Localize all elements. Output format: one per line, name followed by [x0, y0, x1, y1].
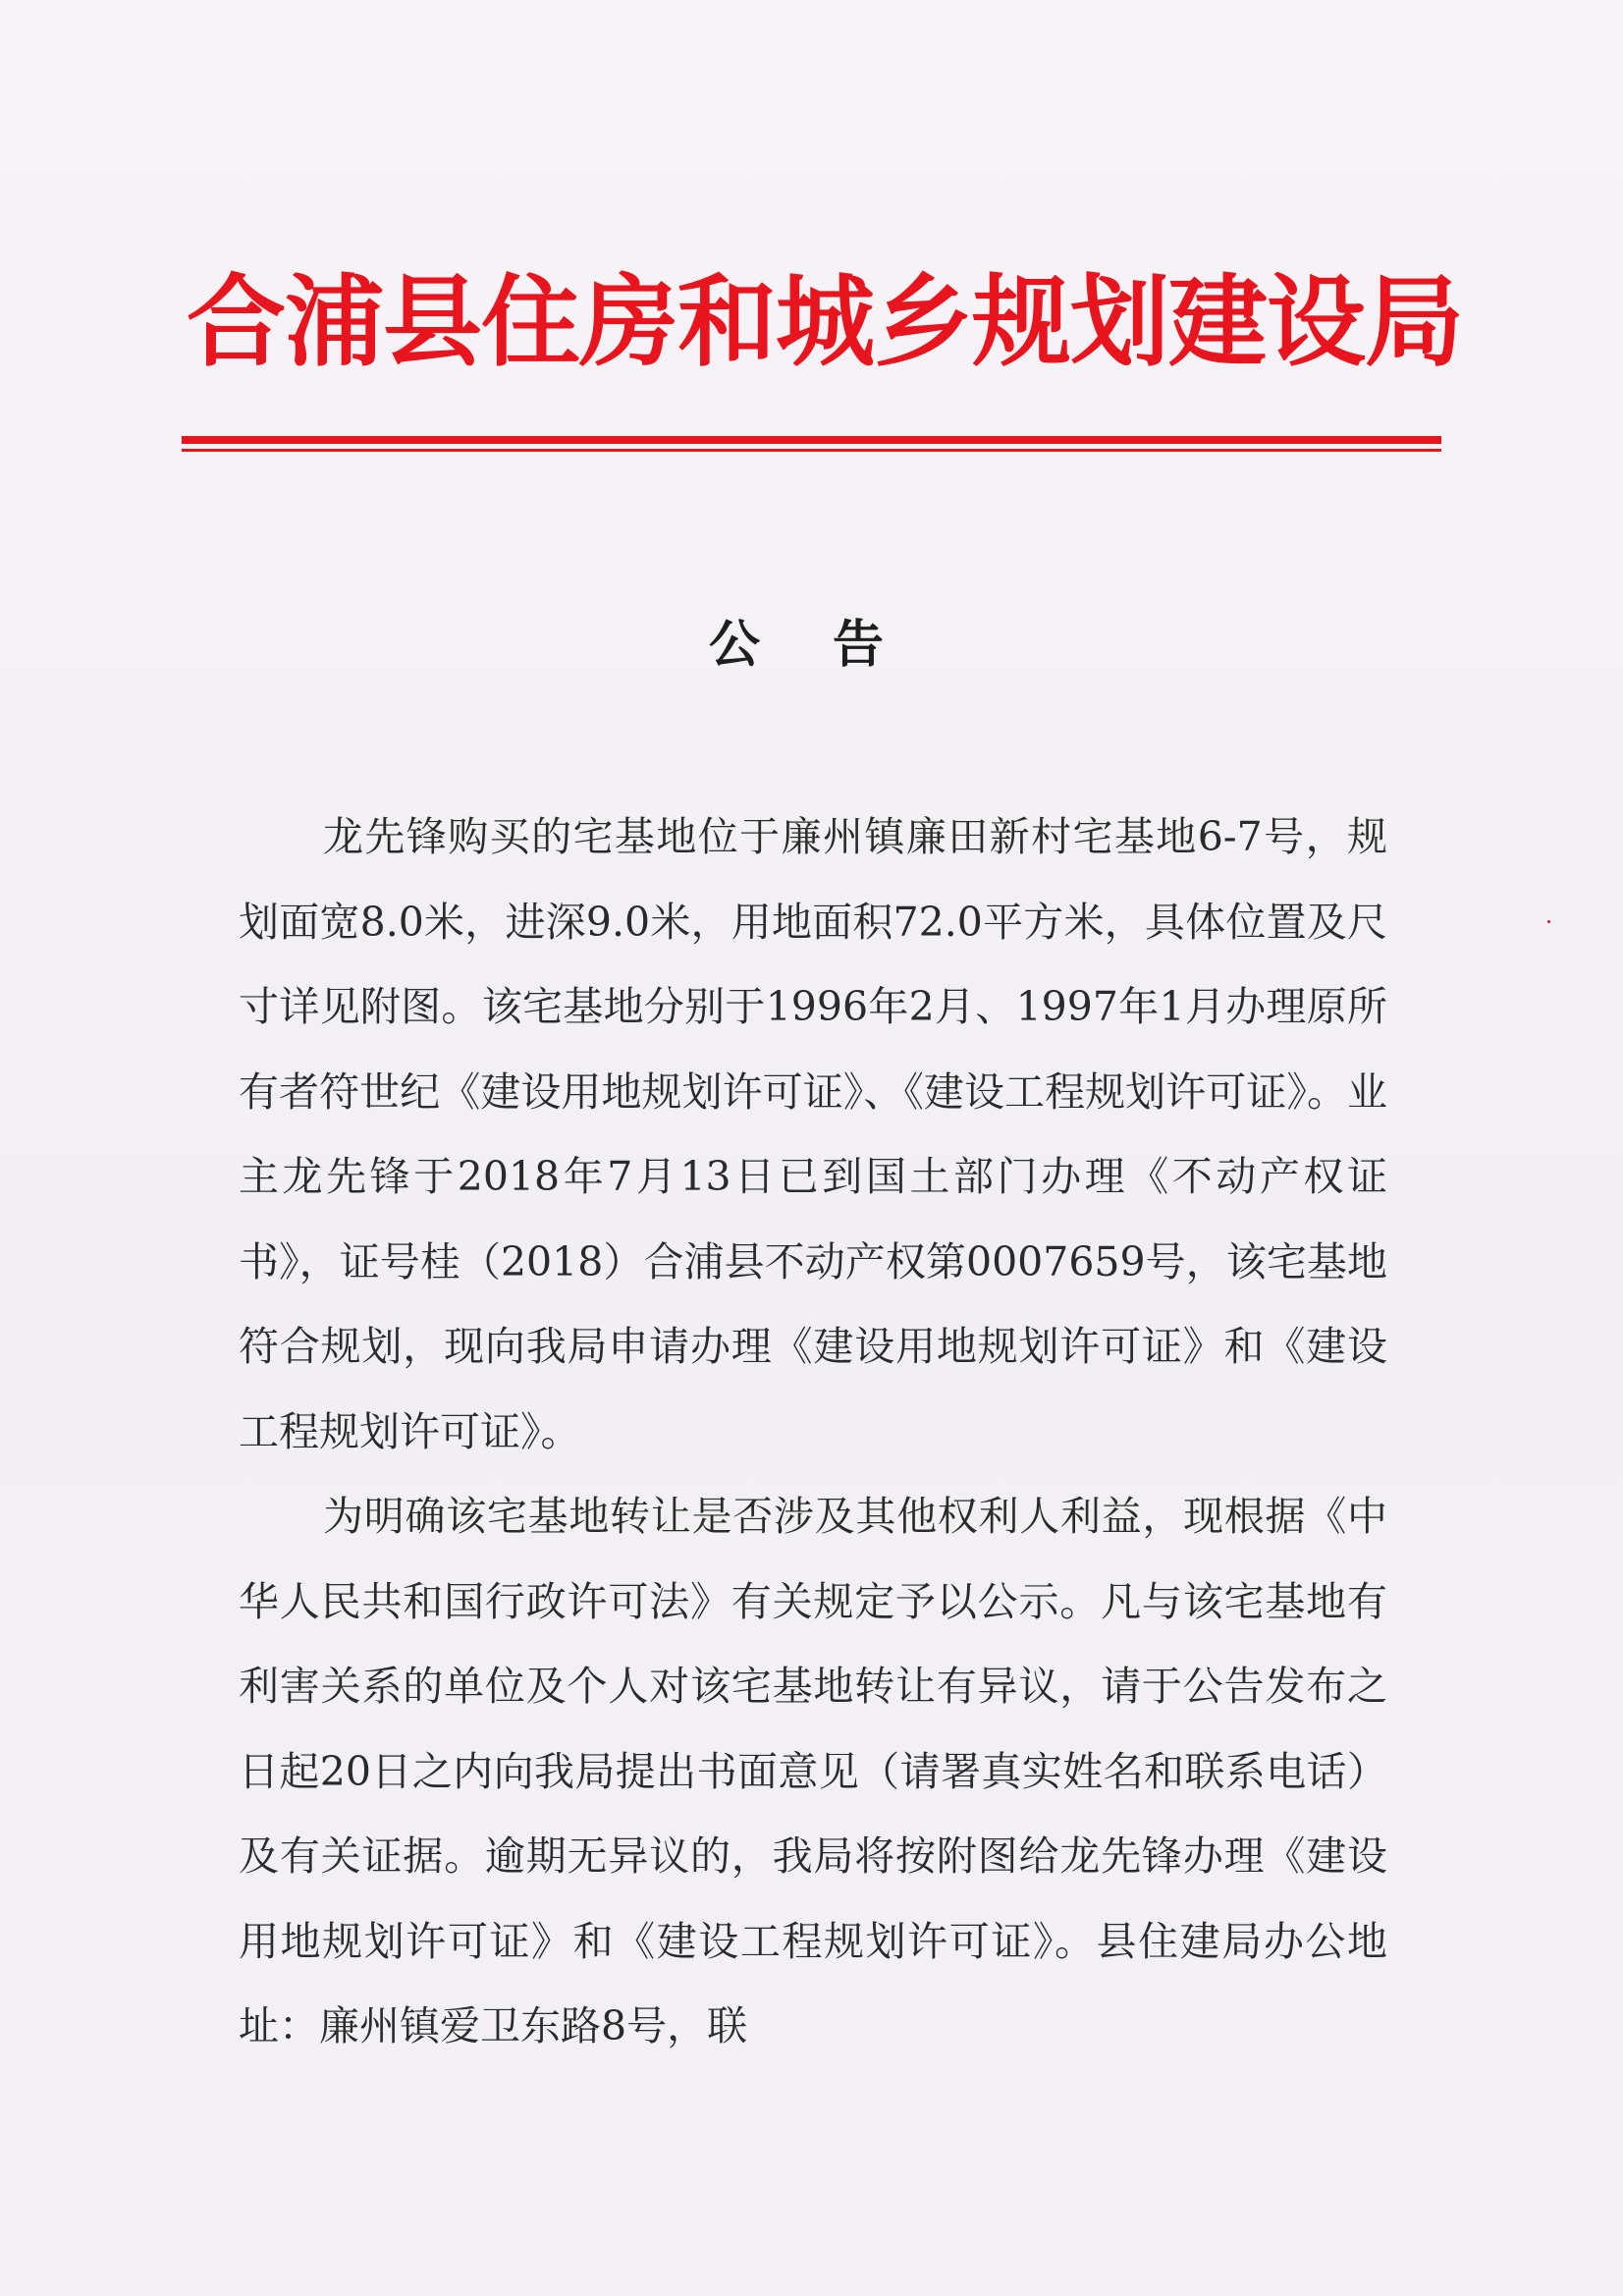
- letterhead-rule-thick: [182, 436, 1441, 444]
- notice-paragraph: 龙先锋购买的宅基地位于廉州镇廉田新村宅基地6-7号，规划面宽8.0米，进深9.0米，用地面积72.0平方米，具体位置及尺寸详见附图。该宅基地分别于1996年2月、1997年1月办理原所有者符世纪《建设用地规划许可证》、《建设工程规划许可证》。业主龙先锋于2018年7月13日已到国土部门办理《不动产权证书》，证号桂（2018）合浦县不动产权第0007659号，该宅基地符合规划，现向我局申请办理《建设用地规划许可证》和《建设工程规划许可证》。: [239, 813, 1387, 1455]
- letterhead-rule-thin: [182, 449, 1441, 452]
- issuer-letterhead: 合浦县住房和城乡规划建设局: [187, 263, 1464, 380]
- notice-title: 公 告: [708, 616, 912, 675]
- notice-body: [239, 794, 1387, 2069]
- notice-paragraph: 为明确该宅基地转让是否涉及其他权利人利益，现根据《中华人民共和国行政许可法》有关规定予以公示。凡与该宅基地有利害关系的单位及个人对该宅基地转让有异议，请于公告发布之日起20日之内向我局提出书面意见（请署真实姓名和联系电话）及有关证据。逾期无异议的，我局将按附图给龙先锋办理《建设用地规划许可证》和《建设工程规划许可证》。县住建局办公地址：廉州镇爱卫东路8号，联: [239, 1493, 1387, 2050]
- ink-speck: [1547, 920, 1550, 923]
